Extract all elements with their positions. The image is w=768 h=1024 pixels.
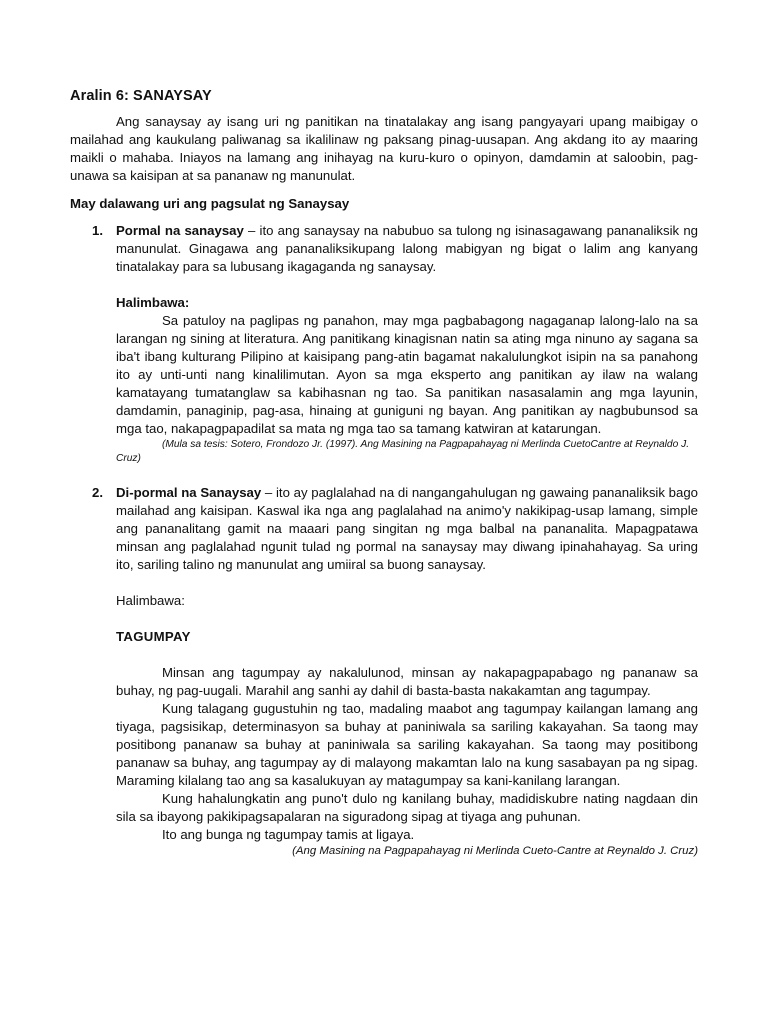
informal-term: Di-pormal na Sanaysay — [116, 485, 262, 500]
type-item-formal — [70, 222, 698, 466]
item-number: 1. — [92, 223, 103, 238]
lesson-title: Aralin 6: SANAYSAY — [70, 88, 212, 104]
essay-paragraph: Kung hahalungkatin ang puno't dulo ng kanilang buhay, madidiskubre nating nagdaan din sila sa ibayong pakikipagsapalaran na siguradong sipag at tiyaga ang puhunan. — [116, 791, 698, 824]
formal-term: Pormal na sanaysay — [116, 223, 244, 238]
informal-definition — [116, 484, 698, 574]
intro-paragraph: Ang sanaysay ay isang uri ng panitikan na tinatalakay ang isang pangyayari upang maibigay o mailahad ang kaukulang paliwanag sa ikalilinaw ng paksang pinag-uusapan. Ang akdang ito ay maaring maikli o mahaba. Iniayos na lamang ang inihayag na kuru-kuro o opinyon, damdamin at saloobin, pag-unawa sa kaisipan at sa pananaw ng manunulat. — [70, 114, 698, 183]
types-heading: May dalawang uri ang pagsulat ng Sanaysay — [70, 196, 350, 211]
essay-source: (Ang Masining na Pagpapahayag ni Merlinda Cueto-Cantre at Reynaldo J. Cruz) — [292, 845, 698, 857]
essay-paragraph: Kung talagang gugustuhin ng tao, madaling maabot ang tagumpay kailangan lamang ang tiyaga, pagsisikap, determinasyon sa buhay at paniniwala sa sariling kakayahan. Sa taong may positibong pananaw sa buhay at paniniwala sa sariling kakayahan. Sa taong may positibong pananaw sa buhay, ang tagumpay ay di malayong makamtan lalo na kung sasabayan pa ng sipag. Maraming kilalang tao ang sa kasalukuyan ay matagumpay sa kani-kanilang larangan. — [116, 701, 698, 788]
type-item-informal — [70, 484, 698, 858]
formal-example-text: Sa patuloy na paglipas ng panahon, may mga pagbabagong nagaganap lalong-lalo na sa larangan ng sining at literatura. Ang panitikang kinagisnan natin sa ating mga ninuno ay sagana sa iba't ibang kulturang Pilipino at kaisipang pang-atin bagamat nakalulungkot isipin na sa panahong ito ay unti-unti nang kinalilimutan. Ayon sa mga eksperto ang panitikan ay ilaw na walang kamatayang tumatanglaw sa kabihasnan ng tao. Sa panitikan nasasalamin ang mga layunin, damdamin, panaginip, pag-asa, hinaing at guniguni ng bayan. Ang panitikan ay nagbubunsod sa mga tao, nakapagpapadilat sa mata ng mga tao sa tamang katwiran at katarungan. — [116, 313, 698, 436]
informal-definition-text: – ito ay paglalahad na di nangangahulugan ng gawaing pananaliksik bago mailahad ang kaisipan. Kaswal ika nga ang paglalahad na animo'y nakikipag-usap lamang, simple ang pananalitang gamit na maaari pang singitan ng mga balbal na pananalita. Mapagpatawa minsan ang paglalahad ngunit tulad ng pormal na sanaysay may diwang ipinahahayag. Sa uring ito, sariling talino ng manunulat ang umiiral sa buong sanaysay. — [116, 485, 698, 572]
formal-definition-text: – ito ang sanaysay na nabubuo sa tulong ng isinasagawang pananaliksik ng manunulat. Ginagawa ang pananaliksikupang lalong mabigyan ng bigat o lalim ang kanyang tinatalakay para sa lubusang ikagaganda ng sanaysay. — [116, 223, 698, 274]
essay-paragraph: Ito ang bunga ng tagumpay tamis at ligaya. — [162, 827, 415, 842]
essay-title: TAGUMPAY — [116, 629, 191, 644]
formal-example-label: Halimbawa: — [116, 295, 190, 310]
informal-example-label: Halimbawa: — [116, 593, 185, 608]
item-number: 2. — [92, 485, 103, 500]
essay-paragraph: Minsan ang tagumpay ay nakalulunod, minsan ay nakapagpapabago ng pananaw sa buhay, ng pag-uugali. Marahil ang sanhi ay dahil di basta-basta nakakamtan ang tagumpay. — [116, 665, 698, 698]
formal-citation: (Mula sa tesis: Sotero, Frondozo Jr. (1997). Ang Masining na Pagpapahayag ni Merlinda CuetoCantre at Reynaldo J. Cruz) — [116, 439, 690, 464]
formal-definition — [116, 222, 698, 276]
